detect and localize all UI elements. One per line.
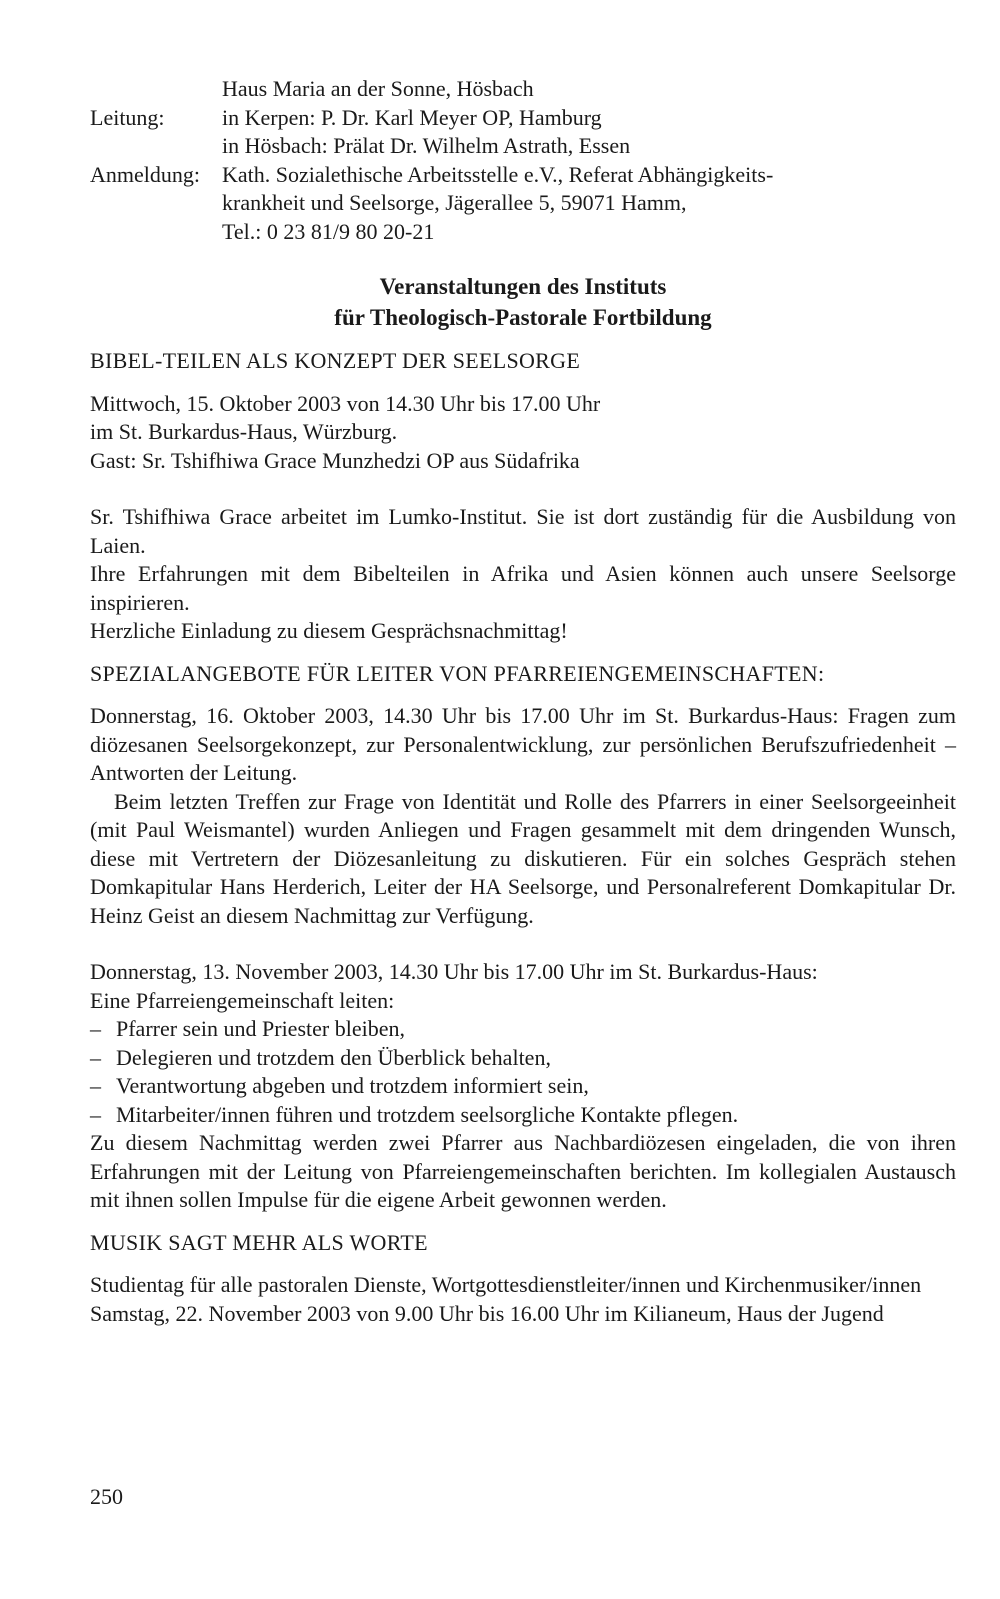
list-item: – Delegieren und trotzdem den Überblick behalten, xyxy=(90,1044,551,1070)
anmeldung-line: Kath. Sozialethische Arbeitsstelle e.V., Referat Abhängigkeits- xyxy=(222,161,774,187)
leitung-block xyxy=(90,104,956,161)
event-info-line: Gast: Sr. Tshifhiwa Grace Munzhedzi OP aus Südafrika xyxy=(90,447,580,473)
paragraph: Donnerstag, 13. November 2003, 14.30 Uhr bis 17.00 Uhr im St. Burkardus-Haus: xyxy=(90,959,818,984)
paragraph: Beim letzten Treffen zur Frage von Identität und Rolle des Pfarrers in einer Seelsorgeeinheit (mit Paul Weismantel) wurden Anliegen und Fragen gesammelt mit dem dringenden Wunsch, diese mit Vertretern der Diözesanleitung zu diskutieren. Für ein solches Gespräch stehen Domkapitular Hans Herderich, Leiter der HA Seelsorge, und Personalreferent Domkapitular Dr. Heinz Geist an diesem Nachmittag zur Verfügung. xyxy=(90,788,956,928)
list-item: – Mitarbeiter/innen führen und trotzdem seelsorgliche Kontakte pflegen. xyxy=(90,1101,739,1127)
anmeldung-label: Anmeldung: xyxy=(90,161,200,187)
list-item: – Verantwortung abgeben und trotzdem informiert sein, xyxy=(90,1073,589,1098)
page-title xyxy=(90,271,956,333)
document-page xyxy=(90,75,956,1328)
leitung-label: Leitung: xyxy=(90,104,165,130)
event-info-line: Mittwoch, 15. Oktober 2003 von 14.30 Uhr bis 17.00 Uhr xyxy=(90,390,601,416)
paragraph: Zu diesem Nachmittag werden zwei Pfarrer aus Nachbardiözesen eingeladen, die von ihren Erfahrungen mit der Leitung von Pfarreiengemeinschaften berichten. Im kollegialen Austausch mit ihnen sollen Impulse für die eigene Arbeit gewonnen werden. xyxy=(90,1130,956,1212)
paragraph: Herzliche Einladung zu diesem Gesprächsnachmittag! xyxy=(90,618,568,643)
paragraph: Ihre Erfahrungen mit dem Bibelteilen in Afrika und Asien können auch unsere Seelsorge inspirieren. xyxy=(90,561,956,615)
paragraph: Samstag, 22. November 2003 von 9.00 Uhr bis 16.00 Uhr im Kilianeum, Haus der Jugend xyxy=(90,1300,884,1326)
venue-line: Haus Maria an der Sonne, Hösbach xyxy=(222,76,534,101)
section-heading-spezial: SPEZIALANGEBOTE FÜR LEITER VON PFARREIENGEMEINSCHAFTEN: xyxy=(90,660,825,686)
section-heading-musik: MUSIK SAGT MEHR ALS WORTE xyxy=(90,1229,428,1255)
anmeldung-line: krankheit und Seelsorge, Jägerallee 5, 59071 Hamm, xyxy=(222,190,687,215)
title-line: Veranstaltungen des Instituts xyxy=(379,274,667,299)
event-info-line: im St. Burkardus-Haus, Würzburg. xyxy=(90,419,398,444)
title-line: für Theologisch-Pastorale Fortbildung xyxy=(334,305,712,330)
paragraph: Studientag für alle pastoralen Dienste, Wortgottesdienstleiter/innen und Kirchenmusiker/innen xyxy=(90,1272,922,1297)
section-heading-bibel: BIBEL-TEILEN ALS KONZEPT DER SEELSORGE xyxy=(90,348,581,373)
paragraph: Eine Pfarreiengemeinschaft leiten: xyxy=(90,987,395,1013)
anmeldung-block xyxy=(90,161,956,247)
leitung-line: in Kerpen: P. Dr. Karl Meyer OP, Hamburg xyxy=(222,104,602,130)
leitung-line: in Hösbach: Prälat Dr. Wilhelm Astrath, Essen xyxy=(222,133,631,158)
anmeldung-line: Tel.: 0 23 81/9 80 20-21 xyxy=(222,218,435,244)
paragraph: Donnerstag, 16. Oktober 2003, 14.30 Uhr bis 17.00 Uhr im St. Burkardus-Haus: Fragen zum diözesanen Seelsorgekonzept, zur Personalentwicklung, zur persönlichen Berufszufriedenheit – Antworten der Leitung. xyxy=(90,703,956,785)
paragraph: Sr. Tshifhiwa Grace arbeitet im Lumko-Institut. Sie ist dort zuständig für die Ausbildung von Laien. xyxy=(90,504,956,558)
page-number: 250 xyxy=(90,1484,123,1509)
list-item: – Pfarrer sein und Priester bleiben, xyxy=(90,1016,405,1041)
